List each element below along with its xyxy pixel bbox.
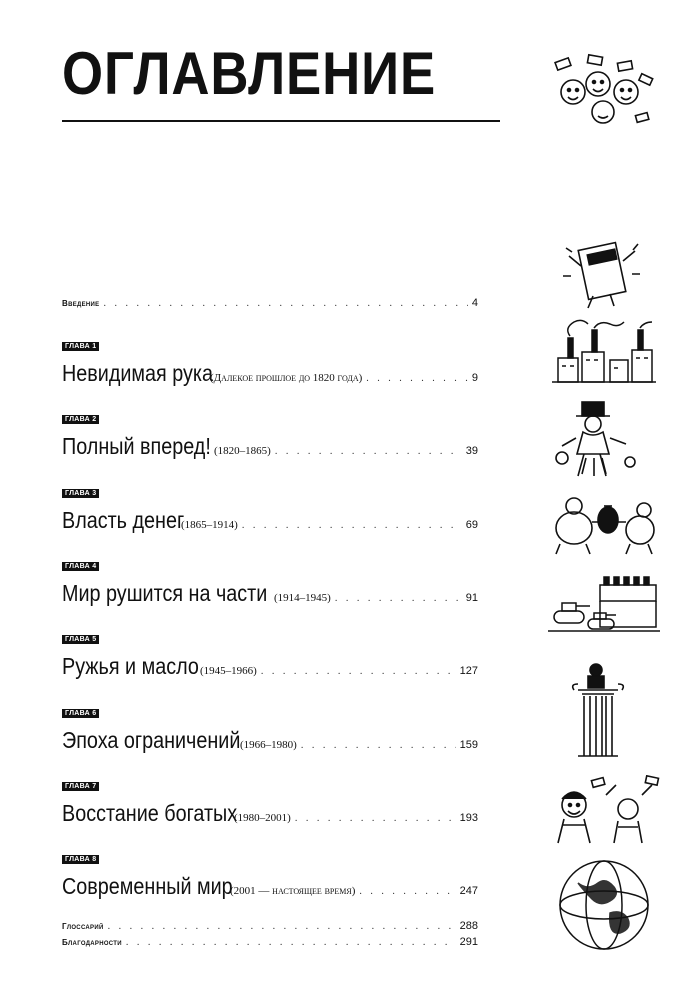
crowd-with-money-illustration: [548, 52, 668, 132]
chapter-title: Современный мир: [62, 873, 233, 899]
cheering-people-illustration: [548, 775, 668, 847]
chapter-title: Восстание богатых: [62, 800, 238, 826]
chapter-page: 39: [465, 445, 478, 457]
leader-dots: [261, 666, 456, 677]
toc-entry-chapter-4[interactable]: [62, 580, 478, 607]
tanks-illustration: [548, 575, 668, 635]
chapter-period: (1820–1865): [214, 445, 271, 457]
toc-entry-thanks[interactable]: [62, 936, 478, 948]
chapter-period: (Далекое прошлое до 1820 года): [210, 372, 363, 384]
page-title: ОГЛАВЛЕНИЕ: [62, 40, 437, 107]
chapter-page: 159: [459, 739, 478, 751]
chapter-page: 247: [459, 885, 478, 897]
leader-dots: [301, 740, 456, 751]
toc-entry-glossary[interactable]: [62, 920, 478, 932]
money-bags-illustration: [548, 486, 668, 558]
leader-dots: [295, 813, 456, 824]
leader-dots: [108, 921, 456, 932]
chapter-page: 91: [465, 592, 478, 604]
toc-entry-intro[interactable]: [62, 297, 478, 309]
toc-entry-chapter-2[interactable]: [62, 433, 478, 460]
leader-dots: [366, 373, 468, 384]
toc-entry-chapter-5[interactable]: [62, 653, 478, 680]
book-character-illustration: [548, 236, 668, 311]
chapter-badge: ГЛАВА 6: [62, 709, 99, 718]
toc-entry-chapter-8[interactable]: [62, 873, 478, 900]
chapter-badge: ГЛАВА 8: [62, 855, 99, 864]
uncle-sam-illustration: [548, 400, 668, 480]
toc-entry-chapter-1[interactable]: [62, 360, 478, 387]
chapter-title: Ружья и масло: [62, 653, 199, 679]
leader-dots: [359, 886, 455, 897]
glossary-page: 288: [459, 920, 478, 932]
chapter-page: 69: [465, 519, 478, 531]
globe-illustration: [548, 855, 668, 955]
chapter-badge: ГЛАВА 4: [62, 562, 99, 571]
chapter-period: (1966–1980): [240, 739, 297, 751]
toc-entry-chapter-3[interactable]: [62, 507, 478, 534]
toc-entry-chapter-7[interactable]: [62, 800, 478, 827]
chapter-period: (1865–1914): [181, 519, 238, 531]
chapter-badge: ГЛАВА 7: [62, 782, 99, 791]
toc-entry-chapter-6[interactable]: [62, 727, 478, 754]
chapter-title: Власть денег: [62, 507, 185, 533]
chapter-period: (1914–1945): [274, 592, 331, 604]
chapter-badge: ГЛАВА 2: [62, 415, 99, 424]
leader-dots: [103, 298, 467, 309]
chapter-period: (1980–2001): [234, 812, 291, 824]
chapter-title: Невидимая рука: [62, 360, 213, 386]
glossary-label: Глоссарий: [62, 922, 104, 931]
chapter-title: Полный вперед!: [62, 433, 211, 459]
thanks-page: 291: [459, 936, 478, 948]
chapter-title: Мир рушится на части: [62, 580, 268, 606]
chapter-badge: ГЛАВА 5: [62, 635, 99, 644]
intro-label: Введение: [62, 299, 100, 308]
intro-page: 4: [471, 297, 478, 309]
chapter-page: 193: [459, 812, 478, 824]
chapter-title: Эпоха ограничений: [62, 727, 241, 753]
chapter-period: (1945–1966): [200, 665, 257, 677]
thanks-label: Благодарности: [62, 938, 122, 947]
chapter-period: (2001 — настоящее время): [230, 885, 356, 897]
leader-dots: [275, 446, 462, 457]
chapter-badge: ГЛАВА 1: [62, 342, 99, 351]
column-figure-illustration: [548, 660, 668, 760]
factories-illustration: [548, 316, 668, 388]
chapter-page: 127: [459, 665, 478, 677]
leader-dots: [335, 593, 462, 604]
chapter-badge: ГЛАВА 3: [62, 489, 99, 498]
leader-dots: [126, 937, 456, 948]
leader-dots: [242, 520, 462, 531]
chapter-page: 9: [471, 372, 478, 384]
title-rule: [62, 120, 500, 122]
